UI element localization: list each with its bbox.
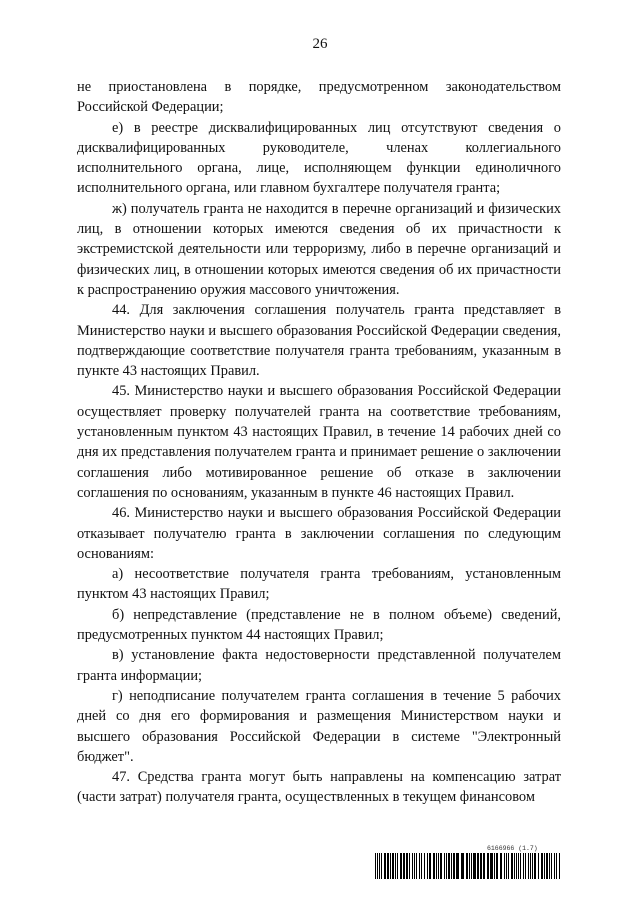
barcode-bar (549, 853, 550, 879)
paragraph-46-item-g: г) неподписание получателем гранта соглашения в течение 5 рабочих дней со дня его формирования и размещения Министерством науки и высшего образования Российской Федерации в системе "Электронный бюджет". (77, 687, 561, 765)
barcode-bar (392, 853, 394, 879)
document-body (77, 77, 561, 808)
barcode-bar (461, 853, 464, 879)
barcode-bar (538, 853, 539, 879)
barcode-bar (518, 853, 519, 879)
barcode-bar (409, 853, 410, 879)
barcode-bar (525, 853, 526, 879)
barcode-bar (559, 853, 560, 879)
barcode-bar (551, 853, 552, 879)
paragraph-44: 44. Для заключения соглашения получатель гранта представляет в Министерство науки и высшего образования Российской Федерации сведения, подтверждающие соответствие получателя гранта требованиям, указанным в пункте 43 настоящих Правил. (77, 302, 561, 380)
barcode-bar (471, 853, 472, 879)
paragraph-46-item-b: б) непредставление (представление не в полном объеме) сведений, предусмотренных пунктом 44 настоящих Правил; (77, 606, 561, 644)
barcode-bar (387, 853, 389, 879)
paragraph-45: 45. Министерство науки и высшего образования Российской Федерации осуществляет проверку получателей гранта на соответствие требованиям, установленным пунктом 43 настоящих Правил, в течение 14 рабочих дней со дня их представления получателем гранта и принимает решение о заключении соглашения либо мотивированное решение об отказе в заключении соглашения по основаниям, указанным в пункте 46 настоящих Правил. (77, 383, 561, 501)
paragraph-item-zh: ж) получатель гранта не находится в перечне организаций и физических лиц, в отношении которых имеются сведения об их причастности к экстремистской деятельности или терроризму, либо в перечне организаций и физических лиц, в отношении которых имеются сведения об их причастности к распространению оружия массового уничтожения. (77, 200, 561, 298)
barcode-bar (424, 853, 425, 879)
barcode-bar (500, 853, 502, 879)
barcode-bar (456, 853, 459, 879)
barcode-bar (397, 853, 398, 879)
barcode-bar (477, 853, 479, 879)
barcode-bar (390, 853, 391, 879)
barcode-bar (544, 853, 545, 879)
barcode-bar (379, 853, 380, 879)
barcode-bar (406, 853, 408, 879)
paragraph-item-e: е) в реестре дисквалифицированных лиц отсутствуют сведения о дисквалифицированных руководителе, членах коллегиального исполнительного органа, лице, исполняющем функции единоличного исполнительного органа, или главном бухгалтере получателя гранта; (77, 119, 561, 197)
barcode-bar (554, 853, 555, 879)
barcode-bar (534, 853, 536, 879)
barcode-bar (419, 853, 420, 879)
barcode-bar (381, 853, 382, 879)
barcode-bar (469, 853, 470, 879)
barcode-bar (528, 853, 529, 879)
barcode-bar (496, 853, 498, 879)
paragraph-47: 47. Средства гранта могут быть направлены на компенсацию затрат (части затрат) получателя гранта, осуществленных в текущем финансовом (77, 769, 561, 806)
barcode-bar (508, 853, 509, 879)
barcode-bar (412, 853, 413, 879)
barcode-bar (516, 853, 517, 879)
barcode-bar (448, 853, 450, 879)
barcode (375, 853, 561, 879)
barcode-bar (451, 853, 452, 879)
barcode-bar (490, 853, 493, 879)
paragraph-46: 46. Министерство науки и высшего образования Российской Федерации отказывает получателю гранта в заключении соглашения по следующим основаниям: (77, 505, 561, 562)
barcode-bar (377, 853, 378, 879)
barcode-bar (395, 853, 396, 879)
barcode-bar (514, 853, 515, 879)
barcode-bar (400, 853, 402, 879)
barcode-bar (421, 853, 422, 879)
barcode-bar (483, 853, 485, 879)
document-code: 6166966 (1.7) (487, 845, 538, 852)
barcode-bar (504, 853, 505, 879)
barcode-bar (520, 853, 521, 879)
barcode-bar (427, 853, 428, 879)
page-number: 26 (312, 36, 328, 52)
barcode-bar (453, 853, 455, 879)
barcode-bar (511, 853, 513, 879)
barcode-bar (530, 853, 531, 879)
barcode-bar (384, 853, 386, 879)
barcode-bar (446, 853, 447, 879)
barcode-bar (506, 853, 507, 879)
barcode-bar (438, 853, 439, 879)
barcode-bar (375, 853, 376, 879)
barcode-bar (429, 853, 431, 879)
barcode-bar (436, 853, 437, 879)
barcode-bar (523, 853, 524, 879)
barcode-bar (473, 853, 476, 879)
barcode-bar (532, 853, 533, 879)
barcode-bar (487, 853, 489, 879)
barcode-bar (480, 853, 482, 879)
barcode-bar (494, 853, 495, 879)
barcode-bar (440, 853, 442, 879)
barcode-bar (444, 853, 445, 879)
barcode-bar (433, 853, 435, 879)
paragraph-46-item-v: в) установление факта недостоверности представленной получателем гранта информации; (77, 647, 561, 684)
barcode-bar (546, 853, 548, 879)
barcode-bar (403, 853, 405, 879)
barcode-bar (414, 853, 415, 879)
paragraph-46-item-a: а) несоответствие получателя гранта требованиям, установленным пунктом 43 настоящих Правил; (77, 566, 561, 603)
barcode-bar (466, 853, 468, 879)
paragraph-continuation: не приостановлена в порядке, предусмотренном законодательством Российской Федерации; (77, 79, 561, 116)
barcode-bar (541, 853, 543, 879)
barcode-bar (556, 853, 557, 879)
barcode-bar (416, 853, 417, 879)
